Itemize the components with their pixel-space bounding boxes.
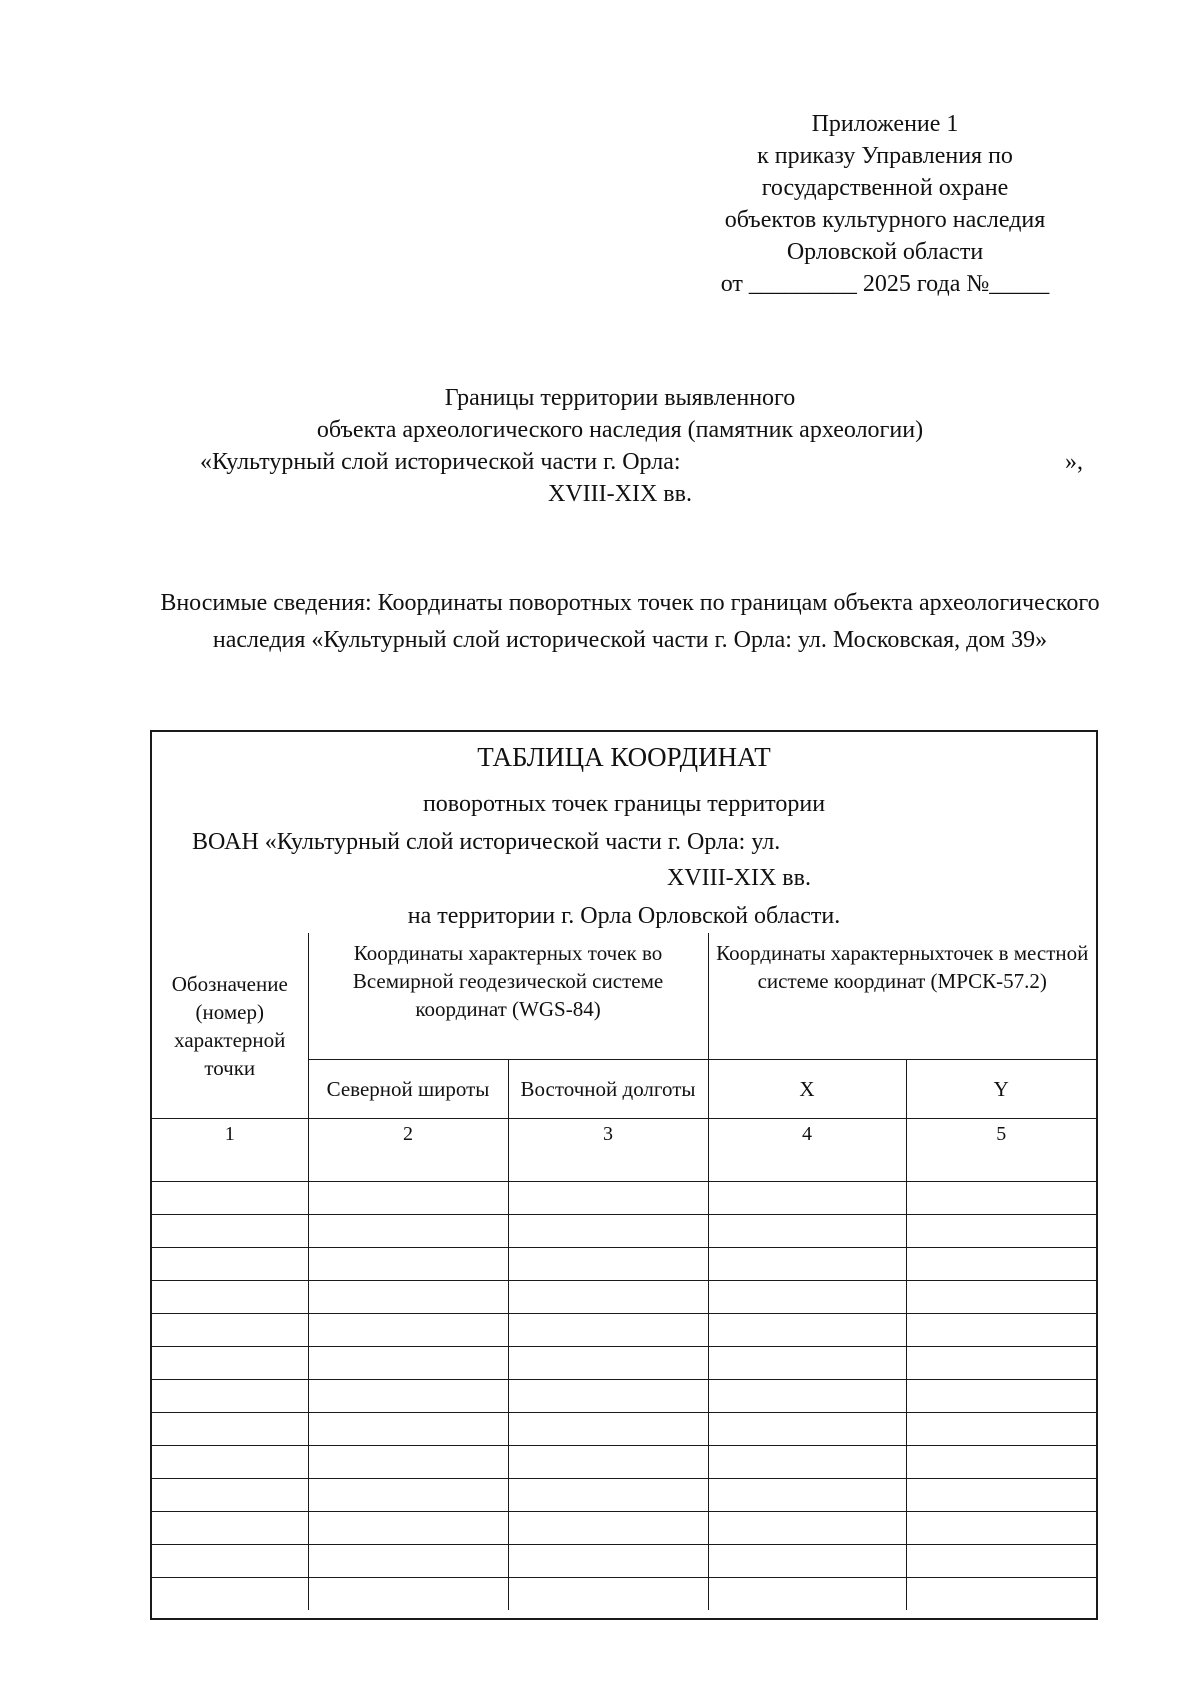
- table-cell: [708, 1380, 906, 1413]
- table-cell: [708, 1182, 906, 1215]
- table-cell: [508, 1380, 708, 1413]
- table-cell: [906, 1578, 1096, 1611]
- appendix-line: государственной охране: [761, 175, 1009, 201]
- table-cell: [152, 1314, 308, 1347]
- table-cell: [152, 1512, 308, 1545]
- table-cell: [508, 1281, 708, 1314]
- table-row: [152, 1380, 1096, 1413]
- table-row: [152, 1149, 1096, 1182]
- coordinates-table: [150, 730, 1098, 1620]
- table-cell: [152, 1413, 308, 1446]
- table-cell: [508, 1446, 708, 1479]
- table-cell: [906, 1314, 1096, 1347]
- appendix-line: от _________ 2025 года №_____: [720, 271, 1050, 297]
- title-line: объекта археологического наследия (памятник археологии): [316, 417, 924, 443]
- table-cell: [152, 1215, 308, 1248]
- table-cell: [508, 1578, 708, 1611]
- header-wgs-group: Координаты характерных точек во Всемирной геодезической системе координат (WGS-84): [308, 933, 708, 1060]
- table-cell: [906, 1347, 1096, 1380]
- table-cell: [308, 1347, 508, 1380]
- table-cell: [906, 1446, 1096, 1479]
- table-row: [152, 1314, 1096, 1347]
- title-line-object: [150, 446, 1090, 478]
- table-cell: [308, 1479, 508, 1512]
- table-cell: [308, 1182, 508, 1215]
- table-row: [152, 1347, 1096, 1380]
- table-cell: [906, 1215, 1096, 1248]
- table-cell: [308, 1413, 508, 1446]
- table-cell: [152, 1578, 308, 1611]
- table-cell: [308, 1248, 508, 1281]
- table-cell: [308, 1578, 508, 1611]
- header-point-designation: Обозначение (номер) характерной точки: [152, 933, 308, 1119]
- table-cell: [508, 1215, 708, 1248]
- table-subtitle: поворотных точек границы территории: [422, 791, 826, 817]
- table-row: [152, 1215, 1096, 1248]
- table-cell: [152, 1545, 308, 1578]
- table-cell: [508, 1149, 708, 1182]
- table-cell: [708, 1281, 906, 1314]
- table-row: [152, 1248, 1096, 1281]
- table-cell: [152, 1479, 308, 1512]
- table-cell: [508, 1314, 708, 1347]
- table-cell: [308, 1512, 508, 1545]
- table-cell: [308, 1545, 508, 1578]
- table-subtitle: ВОАН «Культурный слой исторической части г. Орла: ул.: [192, 829, 781, 855]
- title-line: Границы территории выявленного: [444, 385, 796, 411]
- table-row: [152, 1512, 1096, 1545]
- table-cell: [906, 1149, 1096, 1182]
- table-cell: [708, 1149, 906, 1182]
- table-cell: [708, 1413, 906, 1446]
- table-cell: [152, 1248, 308, 1281]
- column-number: 2: [308, 1119, 508, 1150]
- table-cell: [708, 1512, 906, 1545]
- table-cell: [152, 1446, 308, 1479]
- column-number: 1: [152, 1119, 308, 1150]
- table-body: [152, 1149, 1096, 1610]
- table-cell: [152, 1182, 308, 1215]
- table-cell: [708, 1545, 906, 1578]
- title-object-name: «Культурный слой исторической части г. Орла:: [200, 449, 681, 475]
- table-cell: [906, 1380, 1096, 1413]
- table-cell: [906, 1545, 1096, 1578]
- document-title: [150, 382, 1090, 510]
- column-number: 3: [508, 1119, 708, 1150]
- table-row: [152, 1182, 1096, 1215]
- table-cell: [508, 1248, 708, 1281]
- table-cell: [708, 1479, 906, 1512]
- table-caption: [152, 732, 1096, 933]
- table-cell: [308, 1281, 508, 1314]
- table-cell: [152, 1149, 308, 1182]
- table-cell: [708, 1347, 906, 1380]
- table-cell: [906, 1281, 1096, 1314]
- table-cell: [906, 1512, 1096, 1545]
- table-row: [152, 1413, 1096, 1446]
- appendix-block: [660, 108, 1110, 300]
- table-cell: [508, 1182, 708, 1215]
- table-cell: [906, 1248, 1096, 1281]
- appendix-line: объектов культурного наследия: [724, 207, 1046, 233]
- table-cell: [906, 1182, 1096, 1215]
- header-row: [152, 933, 1096, 1060]
- table-cell: [906, 1413, 1096, 1446]
- table-cell: [152, 1281, 308, 1314]
- table-cell: [508, 1479, 708, 1512]
- table-cell: [508, 1545, 708, 1578]
- table-cell: [152, 1347, 308, 1380]
- table-subtitle: на территории г. Орла Орловской области.: [407, 903, 841, 929]
- title-object-closing-quote: »,: [1065, 449, 1083, 475]
- header-latitude: Северной широты: [308, 1060, 508, 1119]
- table-row: [152, 1281, 1096, 1314]
- coordinates-grid: [152, 933, 1096, 1610]
- table-cell: [508, 1347, 708, 1380]
- table-cell: [708, 1215, 906, 1248]
- table-cell: [152, 1380, 308, 1413]
- intro-paragraph: Вносимые сведения: Координаты поворотных точек по границам объекта археологического наследия «Культурный слой исторической части г. Орла: ул. Московская, дом 39»: [160, 590, 1100, 653]
- appendix-line: Приложение 1: [811, 111, 959, 137]
- table-cell: [308, 1215, 508, 1248]
- table-cell: [906, 1479, 1096, 1512]
- table-cell: [308, 1149, 508, 1182]
- table-row: [152, 1545, 1096, 1578]
- table-cell: [308, 1446, 508, 1479]
- table-row: [152, 1479, 1096, 1512]
- table-cell: [708, 1248, 906, 1281]
- table-cell: [508, 1413, 708, 1446]
- header-local-group: Координаты характерныхточек в местной системе координат (МРСК-57.2): [708, 933, 1096, 1060]
- column-number: 5: [906, 1119, 1096, 1150]
- table-cell: [308, 1314, 508, 1347]
- column-number: 4: [708, 1119, 906, 1150]
- table-cell: [308, 1380, 508, 1413]
- table-row: [152, 1446, 1096, 1479]
- appendix-line: к приказу Управления по: [757, 143, 1013, 169]
- table-row: [152, 1578, 1096, 1611]
- table-title: ТАБЛИЦА КООРДИНАТ: [477, 742, 771, 772]
- header-longitude: Восточной долготы: [508, 1060, 708, 1119]
- table-cell: [708, 1446, 906, 1479]
- table-subtitle: XVIII-XIX вв.: [667, 865, 811, 891]
- table-cell: [508, 1512, 708, 1545]
- column-number-row: [152, 1119, 1096, 1150]
- appendix-line: Орловской области: [786, 239, 984, 265]
- header-x: X: [708, 1060, 906, 1119]
- table-cell: [708, 1578, 906, 1611]
- header-y: Y: [906, 1060, 1096, 1119]
- table-cell: [708, 1314, 906, 1347]
- title-line-period: XVIII-XIX вв.: [548, 481, 692, 507]
